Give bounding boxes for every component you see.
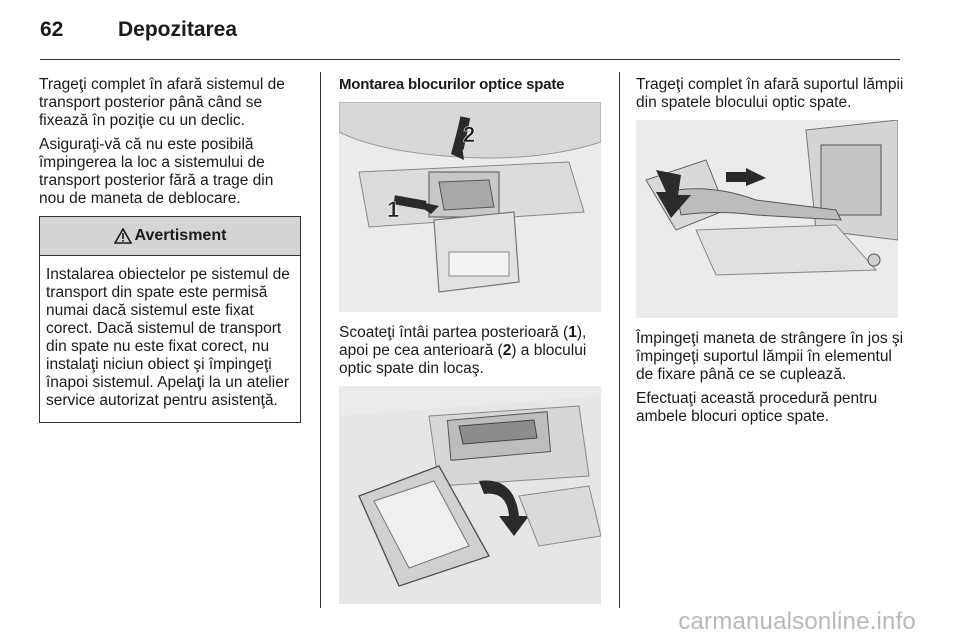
callout-2: 2: [463, 122, 476, 147]
text-fragment: Scoateţi întâi partea posterioară (: [339, 324, 569, 341]
column-1: [39, 76, 301, 423]
header-rule: [40, 59, 900, 60]
warning-box: [39, 216, 301, 423]
callout-1: 1: [387, 197, 400, 222]
column-2: [339, 76, 601, 604]
illustration-lamp-holder: [636, 120, 898, 318]
section-heading: Montarea blocurilor optice spate: [339, 76, 565, 93]
figure-lamp-holder: [636, 120, 898, 318]
column-3: [636, 76, 906, 432]
paragraph-remove-order: [339, 324, 601, 378]
figure-tail-light-open: [339, 386, 601, 604]
warning-triangle-icon: [114, 228, 132, 244]
paragraph-push-lever: Împingeţi maneta de strângere în jos şi împingeţi suportul lămpii în elementul de fixare până ce se cuplează.: [636, 330, 904, 383]
page-number: 62: [40, 18, 64, 41]
page-title: Depozitarea: [118, 18, 238, 41]
text-fragment: ), apoi pe cea anterioară (: [339, 324, 587, 359]
reference-2: 2: [502, 342, 512, 359]
column-divider-1: [320, 72, 321, 608]
text-fragment: ) a blocului optic spate din locaş.: [339, 342, 587, 377]
figure-remove-tail-light: [339, 102, 601, 312]
paragraph-pull-out: Trageţi complet în afară sistemul de transport posterior până când se fixează în poziţie cu un declic.: [39, 76, 285, 129]
paragraph-repeat: Efectuaţi această procedură pentru ambele blocuri optice spate.: [636, 390, 878, 425]
column-divider-2: [619, 72, 620, 608]
paragraph-ensure: Asiguraţi-vă că nu este posibilă împingerea la loc a sistemului de transport posterior fără a trage din nou de maneta de deblocare.: [39, 136, 274, 207]
watermark: carmanualsonline.info: [678, 608, 916, 635]
page-header: [40, 18, 237, 48]
warning-body: Instalarea obiectelor pe sistemul de transport din spate este permisă numai dacă sistemul este fixat corect. Dacă sistemul de transport din spate nu este fixat corect, nu instalaţi niciun obiect şi împingeţi înapoi sistemul. Apelaţi la un atelier service autorizat pentru asistenţă.: [46, 266, 290, 409]
warning-header: [40, 217, 300, 256]
illustration-tail-light-open: [339, 386, 601, 604]
illustration-tail-light-removal: [339, 102, 601, 312]
reference-1: 1: [568, 324, 577, 341]
paragraph-pull-holder: Trageţi complet în afară suportul lămpii din spatele blocului optic spate.: [636, 76, 904, 111]
warning-title: Avertisment: [134, 227, 227, 244]
